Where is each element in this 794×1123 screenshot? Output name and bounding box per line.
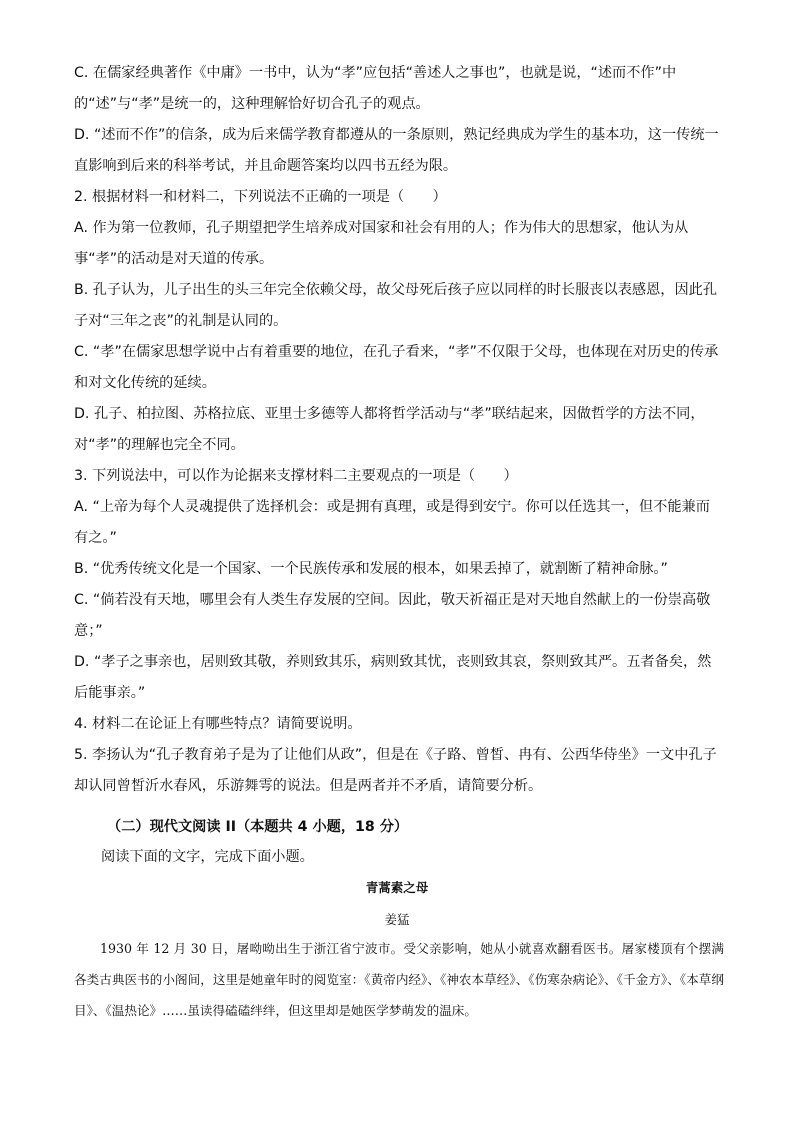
- section-intro: 阅读下面的文字，完成下面小题。: [101, 849, 314, 865]
- q1-option-d: D. “述而不作”的信条，成为后来儒学教育都遵从的一条原则，熟记经典成为学生的基本功，这一传统一直影响到后来的科举考试，并且命题答案均以四书五经为限。: [74, 127, 719, 174]
- q4-stem: 4. 材料二在论证上有哪些特点？请简要说明。: [74, 716, 362, 732]
- q5-stem: 5. 李扬认为“孔子教育弟子是为了让他们从政”，但是在《子路、曾皙、冉有、公西华侍坐》一文中孔子却认同曾皙沂水春风，乐游舞雩的说法。但是两者并不矛盾，请简要分析。: [74, 747, 717, 794]
- section-heading: （二）现代文阅读 II（本题共 4 小题，18 分）: [107, 819, 409, 835]
- article-paragraph: 1930 年 12 月 30 日，屠呦呦出生于浙江省宁波市。受父亲影响，她从小就喜欢翻看医书。屠家楼顶有个摆满各类古典医书的小阁间，这里是她童年时的阅览室：《黄帝内经》、《神农本草经》、《伤寒杂病论》、《千金方》、《本草纲目》、《温热论》……虽读得磕磕绊绊，但这里却是她医学梦萌发的温床。: [74, 941, 724, 1018]
- article-author: 姜猛: [384, 912, 410, 927]
- q2-option-b: B. 孔子认为，儿子出生的头三年完全依赖父母，故父母死后孩子应以同样的时长服丧以表感恩，因此孔子对“三年之丧”的礼制是认同的。: [74, 282, 718, 329]
- q3-option-d: D. “孝子之事亲也，居则致其敬，养则致其乐，病则致其忧，丧则致其哀，祭则致其严。五者备矣，然后能事亲。”: [74, 654, 712, 701]
- q3-option-c: C. “倘若没有天地，哪里会有人类生存发展的空间。因此，敬天祈福正是对天地自然献上的一份崇高敬意；”: [74, 592, 711, 639]
- q1-option-c: C. 在儒家经典著作《中庸》一书中，认为“孝”应包括“善述人之事也”，也就是说，“述而不作”中的“述”与“孝”是统一的，这种理解恰好切合孔子的观点。: [74, 65, 677, 112]
- q3-option-b: B. “优秀传统文化是一个国家、一个民族传承和发展的根本，如果丢掉了，就割断了精神命脉。”: [74, 561, 668, 577]
- q2-option-c: C. “孝”在儒家思想学说中占有着重要的地位，在孔子看来，“孝”不仅限于父母，也体现在对历史的传承和对文化传统的延续。: [74, 344, 719, 391]
- q2-option-a: A. 作为第一位教师，孔子期望把学生培养成对国家和社会有用的人；作为伟大的思想家，他认为从事“孝”的活动是对天道的传承。: [74, 220, 689, 267]
- q2-stem: 2. 根据材料一和材料二，下列说法不正确的一项是（ ）: [74, 189, 447, 205]
- q2-option-d: D. 孔子、柏拉图、苏格拉底、亚里士多德等人都将哲学活动与“孝”联结起来，因做哲学的方法不同，对“孝”的理解也完全不同。: [74, 406, 705, 453]
- q3-option-a: A. “上帝为每个人灵魂提供了选择机会：或是拥有真理，或是得到安宁。你可以任选其一，但不能兼而有之。”: [74, 499, 710, 546]
- q3-stem: 3. 下列说法中，可以作为论据来支撑材料二主要观点的一项是（ ）: [74, 468, 518, 484]
- article-title: 青蒿素之母: [365, 880, 429, 895]
